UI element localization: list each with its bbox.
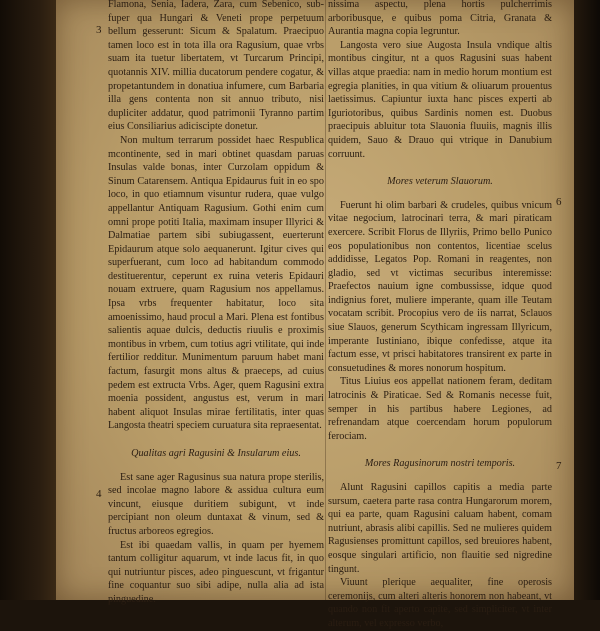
left-paragraph-2: Non multum terrarum possidet haec Respublica mcontinente, sed in mari obtinet quasdam paruas Insulas valde bonas, inter Curzolam oppidum & Sinum Catarensem. Antiqua Epidaurus fuit in eo spo loco, in quo etiamnum visuntur rudera, quae vulgo appellantur Antiquam Ragusium. Gothi enim cum omni prope potiti Italia, maximam insuper Illyrici & Dalmatiae partem sibi subiugassent, euerterunt Epidaurum atque solo aequanerunt. Igitur cives qui superfuerant, cum loco ad habitandum commodo destituerentur, ceperunt ex ruina veteris Epidauri nouam extruere, quam Ragusium nos appellamus. Ipsa vrbs frequenter habitatur, loco sita amoenissimo, haud procul a Mari. Plena est fontibus salientis aquae dulcis, deductis riuulis e proximis montibus in vrbem, cum totius agri vtilitate, qui inde fertilior redditur. Munimentum paruum habet mani factum, fasurgit mons altus & praeceps, ad cuius pedem est extructa Vrbs. Ager, quem Ragusini extra moenia possident, angustus est, verum in mari habent aliquot Insulas mirae fertilitatis, inter quas Langosta theatri speciem curuatura sita repraesentat. (108, 134, 324, 432)
book-page (56, 0, 574, 629)
book-spine-left (0, 0, 56, 600)
right-paragraph-4: Titus Liuius eos appellat nationem feram, deditam latrocinis & Piraticae. Sed & Romanis necesse fuit, semper in his partibus habere Legiones, ad refrenandam atque coercendam horum populorum ferociam. (328, 376, 552, 442)
right-paragraph-6: Viuunt plerique aequaliter, fine operosis ceremonijs, cum alteri alteris honorem non habeant, vt quando non fit aperto capite, sed simpliciter, vt inter alterum, vel expresso verbo, (328, 577, 552, 629)
left-paragraph-1: Flamona, Senia, Iadera, Zara, cum Sebenico, sub-fuper qua Hungari & Veneti prope perpetuum bellum gesserunt: Sicum & Spalatum. Praecipuo tamen loco est in tota illa ora Ragusium, quae vrbs suam ita tuetur libertatem, vt Turcarum Principi, quotannis XIV. millia ducatorum pendere cogatur, & propetantundem in donatiua infumere, cum Barbaria illa gens contenta non sit annuo tributo, nisi dupliciter addatur, quod patrimonii Tyranno partim eius Consiliarius adiciscipte donetur. (108, 0, 324, 133)
left-paragraph-4: Est ibi quaedam vallis, in quam per hyemem tantum colligitur aquarum, vt inde lacus fit, in quo qui nutriuntur pisces, adeo pinguescunt, vt frigantur fine coquantur suo sibi adipe, nulla alia ad ista pinguedine. (108, 539, 324, 605)
margin-number-6: 6 (556, 196, 562, 208)
book-edge-right (574, 0, 600, 600)
column-divider (325, 0, 326, 600)
right-column (328, 0, 552, 629)
margin-number-3: 3 (96, 24, 102, 36)
right-paragraph-1: nissima aspectu, plena hortis pulcherrimis arboribusque, e quibus poma Citria, Granata & Aurantia magna copia legruntur. (328, 0, 552, 38)
margin-number-4: 4 (96, 488, 102, 500)
section-heading-mores-ragusinorum: Mores Ragusinorum nostri temporis. (364, 458, 516, 470)
margin-number-7: 7 (556, 460, 562, 472)
left-paragraph-3: Est sane ager Ragusinus sua natura prope sterilis, sed incolae magno labore & assidua cultura eum vincunt, eiusque duritiem subigunt, vt inde percipiant non oleum duntaxat & vinum, sed & fructus arboreos egregios. (108, 471, 324, 537)
right-paragraph-5: Alunt Ragusini capillos capitis a media parte sursum, caetera parte rasa contra Hungarorum morem, qui ea parte, quam Ragusini caluam habent, comam nutriunt, abrasis alibi capillis. Sed ne mulieres quidem Ragusienses promittunt capillos, sed breuiores habent, eosque singulari artificio, non flauitie sed nigredine tingunt. (328, 482, 552, 575)
left-column (108, 0, 324, 605)
section-heading-mores-veterum: Mores veterum Slauorum. (387, 176, 493, 188)
right-paragraph-2: Langosta vero siue Augosta Insula vndique altis montibus cingitur, nt a quos Ragusini suas habent villas atque praedia: nam in medio horum montium est egregia planities, in qua vitium & oliuarum prouentus laetissimus. Capiuntur iuxta hanc pisces experti ab Iguriotoribus, quibus Sardinis nomen est. Duobus praecipuis abluitur tota Slauonia fluuiis, magnis illis quidem, Sauo & Drauo qui vtrique in Danubium corruunt. (328, 39, 552, 160)
section-heading-qualitas: Qualitas agri Ragusini & Insularum eius. (131, 448, 301, 459)
right-paragraph-3: Fuerunt hi olim barbari & crudeles, quibus vnicum vitae negocium, latrocinari terra, & mari piraticam exercere. Scribit Florus de Illyriis, Primo bello Punico eos populationibus non contentos, licentiae scelus addidisse, Legatos Pop. Romani in reagentes, non gladio, sed vt victimas securibus interemisse: Praefectos nauium igne combussisse, idque quod indignius foret, muliere imperante, quam ille Teutam vocatam scribit. Procopius vero de iis narrat, Sclauos siue Slauos, generum Scythicam ingressam Illyricum, imperante Iustiniano, ibique confedisse, atque ita factum esse, vt prisci habitatores transirent ex parte in consuetudines & mores nonorum hospitum. (328, 199, 552, 374)
